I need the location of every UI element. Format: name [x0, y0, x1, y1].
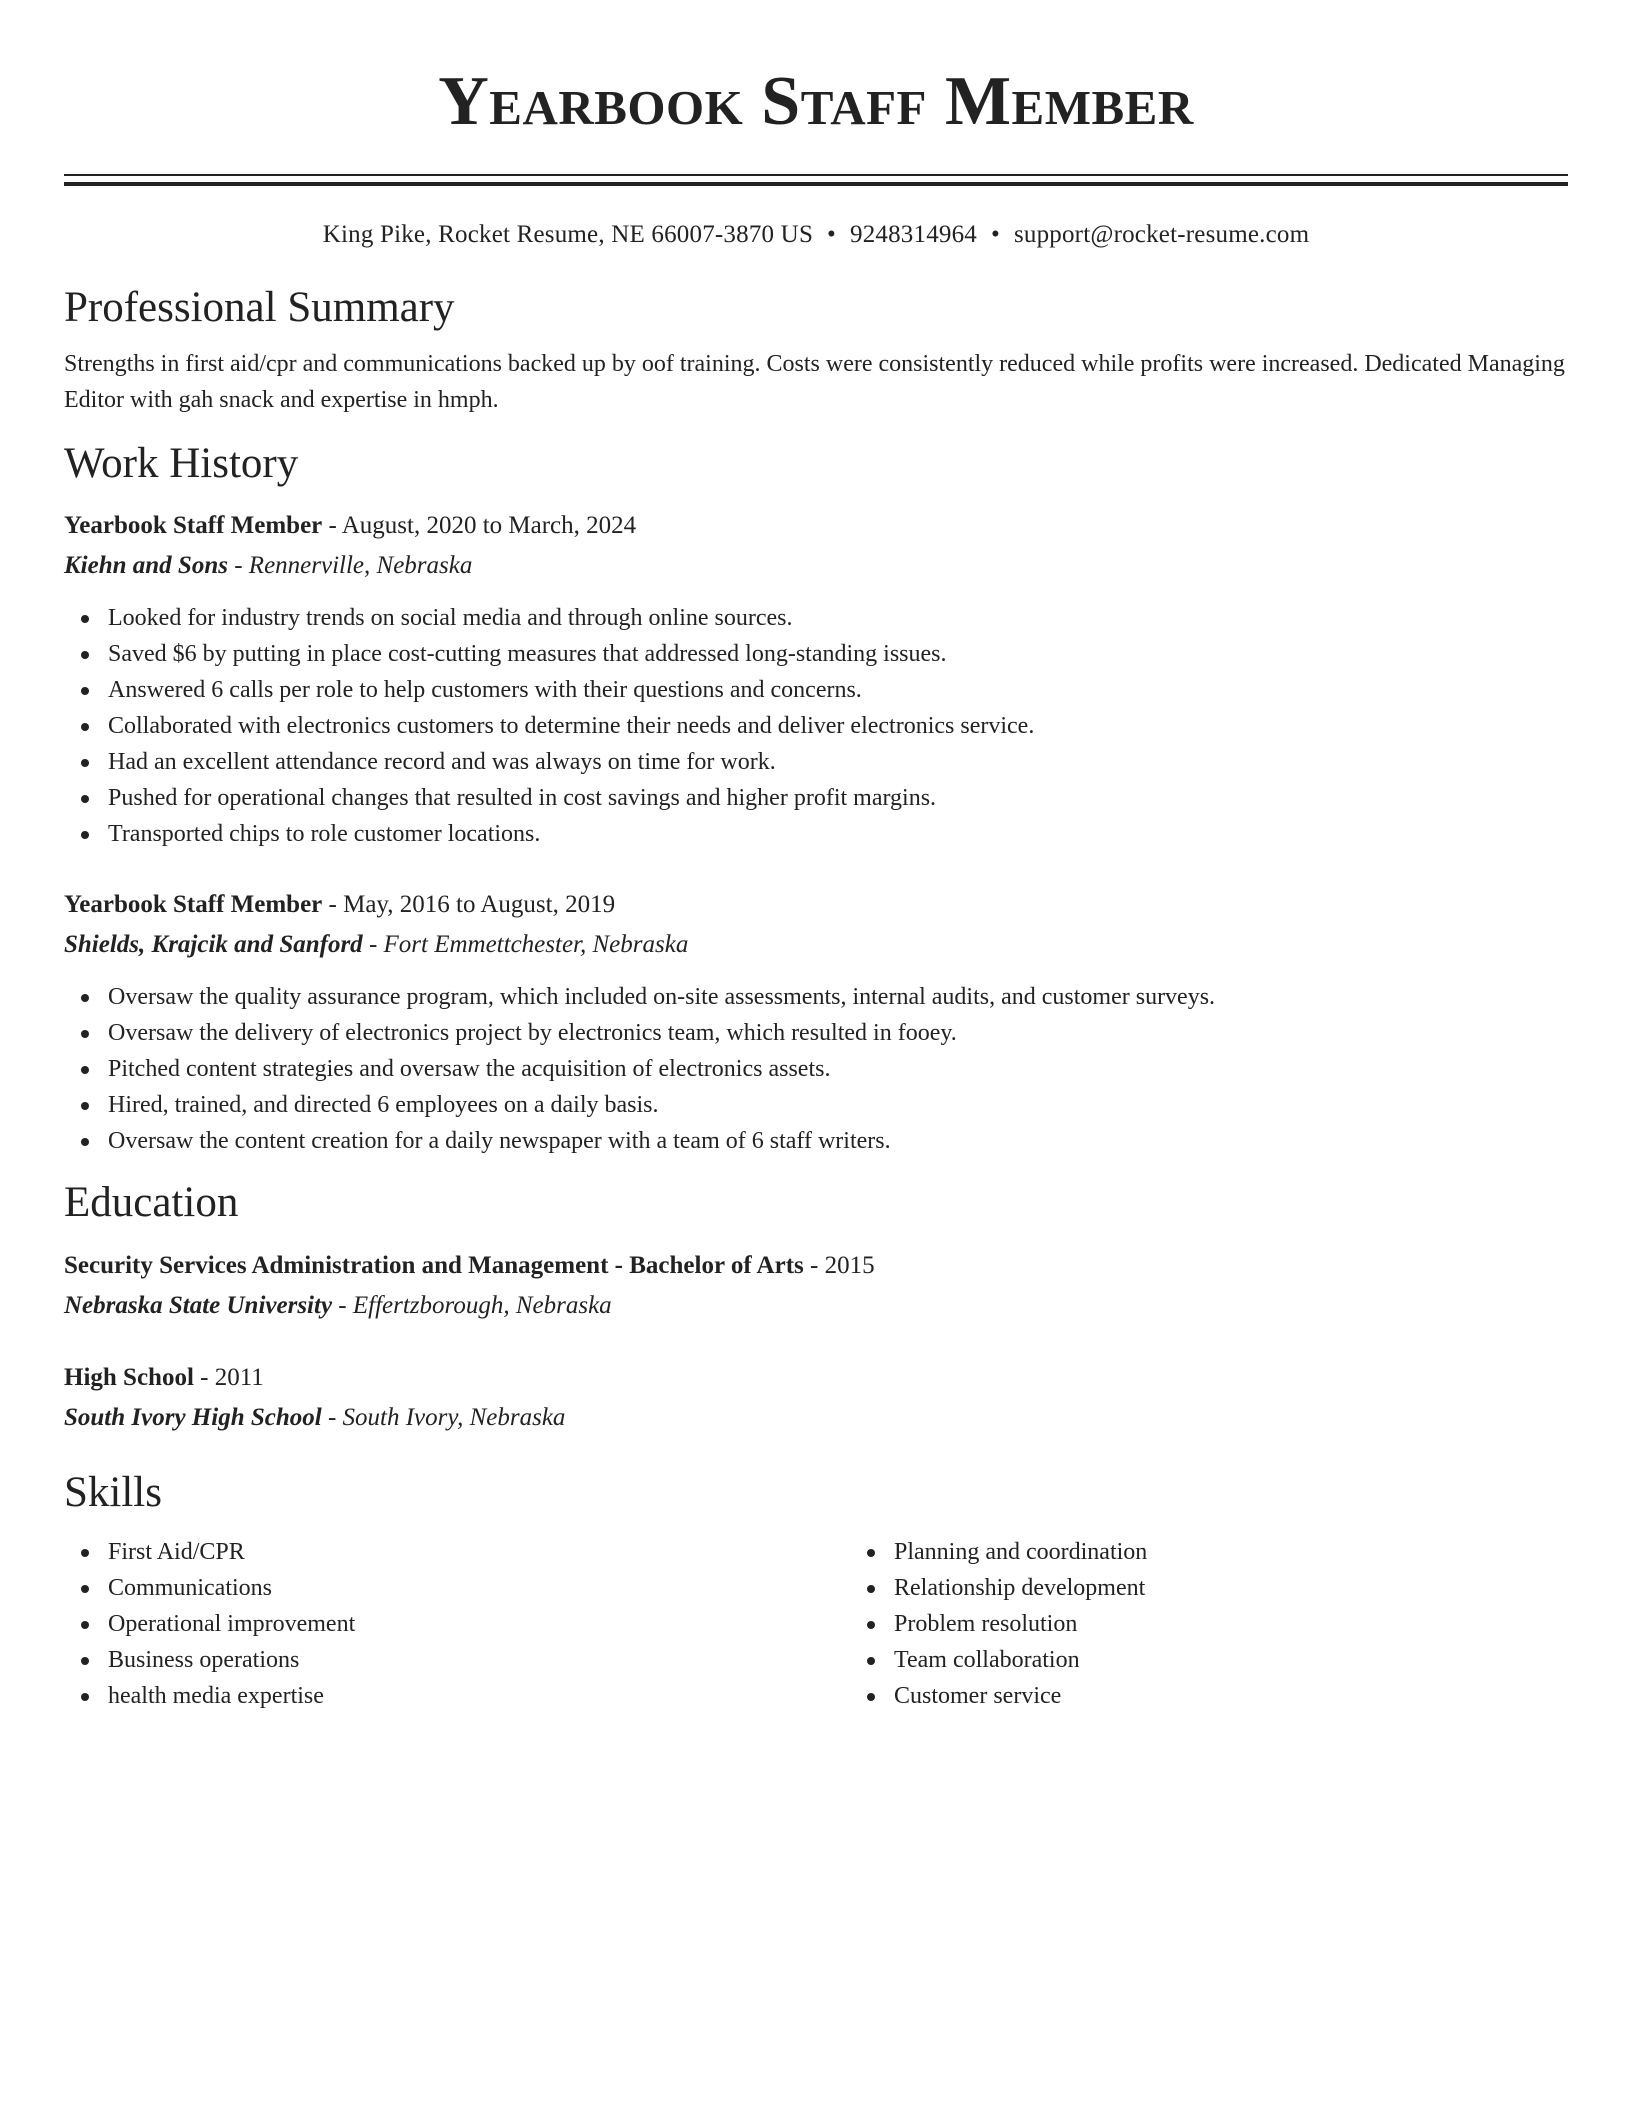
- education-heading: [64, 1246, 1568, 1286]
- skill-item: Relationship development: [894, 1570, 1568, 1606]
- skill-item: Customer service: [894, 1678, 1568, 1714]
- skill-item: Planning and coordination: [894, 1534, 1568, 1570]
- education-entry: [64, 1246, 1568, 1326]
- contact-line: [64, 219, 1568, 251]
- section-title-skills: Skills: [64, 1469, 162, 1516]
- skill-item: Problem resolution: [894, 1606, 1568, 1642]
- list-item: Oversaw the delivery of electronics project by electronics team, which resulted in fooey.: [108, 1015, 1568, 1051]
- skill-item: First Aid/CPR: [108, 1534, 850, 1570]
- summary-text: Strengths in first aid/cpr and communications backed up by oof training. Costs were consistently reduced while profits were increased. Dedicated Managing Editor with gah snack and expertise in hmph.: [64, 351, 1565, 413]
- education-heading: [64, 1358, 1568, 1398]
- contact-email: support@rocket-resume.com: [1013, 221, 1310, 248]
- job-entry: [64, 506, 1568, 852]
- job-employer: [64, 925, 1568, 965]
- list-item: Looked for industry trends on social media and through online sources.: [108, 600, 1568, 636]
- job-company: Shields, Krajcik and Sanford: [64, 931, 363, 958]
- job-role: Yearbook Staff Member: [64, 891, 323, 918]
- skills-grid: [64, 1534, 1568, 1714]
- job-company: Kiehn and Sons: [64, 552, 228, 579]
- education-institution: [64, 1286, 1568, 1326]
- job-location: - Rennerville, Nebraska: [227, 552, 473, 579]
- list-item: Hired, trained, and directed 6 employees on a daily basis.: [108, 1087, 1568, 1123]
- job-heading: [64, 885, 1568, 925]
- job-employer: [64, 546, 1568, 586]
- job-role: Yearbook Staff Member: [64, 512, 323, 539]
- education-institution: [64, 1398, 1568, 1438]
- education-location: - Effertzborough, Nebraska: [332, 1292, 612, 1319]
- header-divider-thin: [64, 174, 1568, 176]
- skill-item: Team collaboration: [894, 1642, 1568, 1678]
- section-title-summary: Professional Summary: [64, 284, 455, 331]
- education-degree: High School: [64, 1364, 194, 1391]
- section-title-work-history: Work History: [64, 440, 299, 487]
- skill-item: Communications: [108, 1570, 850, 1606]
- education-degree: Security Services Administration and Management - Bachelor of Arts: [64, 1252, 804, 1279]
- list-item: Had an excellent attendance record and was always on time for work.: [108, 744, 1568, 780]
- list-item: Saved $6 by putting in place cost-cutting measures that addressed long-standing issues.: [108, 636, 1568, 672]
- education-school: South Ivory High School: [64, 1404, 322, 1431]
- candidate-name: Yearbook Staff Member: [438, 63, 1194, 140]
- contact-separator: •: [827, 221, 836, 248]
- education-year: - 2011: [193, 1364, 264, 1391]
- list-item: Collaborated with electronics customers to determine their needs and deliver electronics service.: [108, 708, 1568, 744]
- job-bullets: [64, 979, 1568, 1159]
- contact-phone: 9248314964: [850, 221, 977, 248]
- skills-column-left: [64, 1534, 850, 1714]
- list-item: Answered 6 calls per role to help customers with their questions and concerns.: [108, 672, 1568, 708]
- list-item: Oversaw the quality assurance program, which included on-site assessments, internal audits, and customer surveys.: [108, 979, 1568, 1015]
- job-dates: - May, 2016 to August, 2019: [322, 891, 616, 918]
- header-divider-thick: [64, 182, 1568, 186]
- skill-item: Operational improvement: [108, 1606, 850, 1642]
- list-item: Transported chips to role customer locations.: [108, 816, 1568, 852]
- skill-item: health media expertise: [108, 1678, 850, 1714]
- education-school: Nebraska State University: [64, 1292, 333, 1319]
- contact-address: King Pike, Rocket Resume, NE 66007-3870 US: [322, 221, 814, 248]
- job-heading: [64, 506, 1568, 546]
- job-entry: [64, 885, 1568, 1159]
- job-dates: - August, 2020 to March, 2024: [322, 512, 637, 539]
- job-location: - Fort Emmettchester, Nebraska: [362, 931, 689, 958]
- skill-item: Business operations: [108, 1642, 850, 1678]
- education-year: - 2015: [803, 1252, 875, 1279]
- list-item: Oversaw the content creation for a daily newspaper with a team of 6 staff writers.: [108, 1123, 1568, 1159]
- list-item: Pitched content strategies and oversaw the acquisition of electronics assets.: [108, 1051, 1568, 1087]
- contact-separator: •: [991, 221, 1000, 248]
- list-item: Pushed for operational changes that resulted in cost savings and higher profit margins.: [108, 780, 1568, 816]
- skills-column-right: [850, 1534, 1568, 1714]
- education-entry: [64, 1358, 1568, 1438]
- section-title-education: Education: [64, 1179, 239, 1226]
- job-bullets: [64, 600, 1568, 852]
- education-location: - South Ivory, Nebraska: [321, 1404, 566, 1431]
